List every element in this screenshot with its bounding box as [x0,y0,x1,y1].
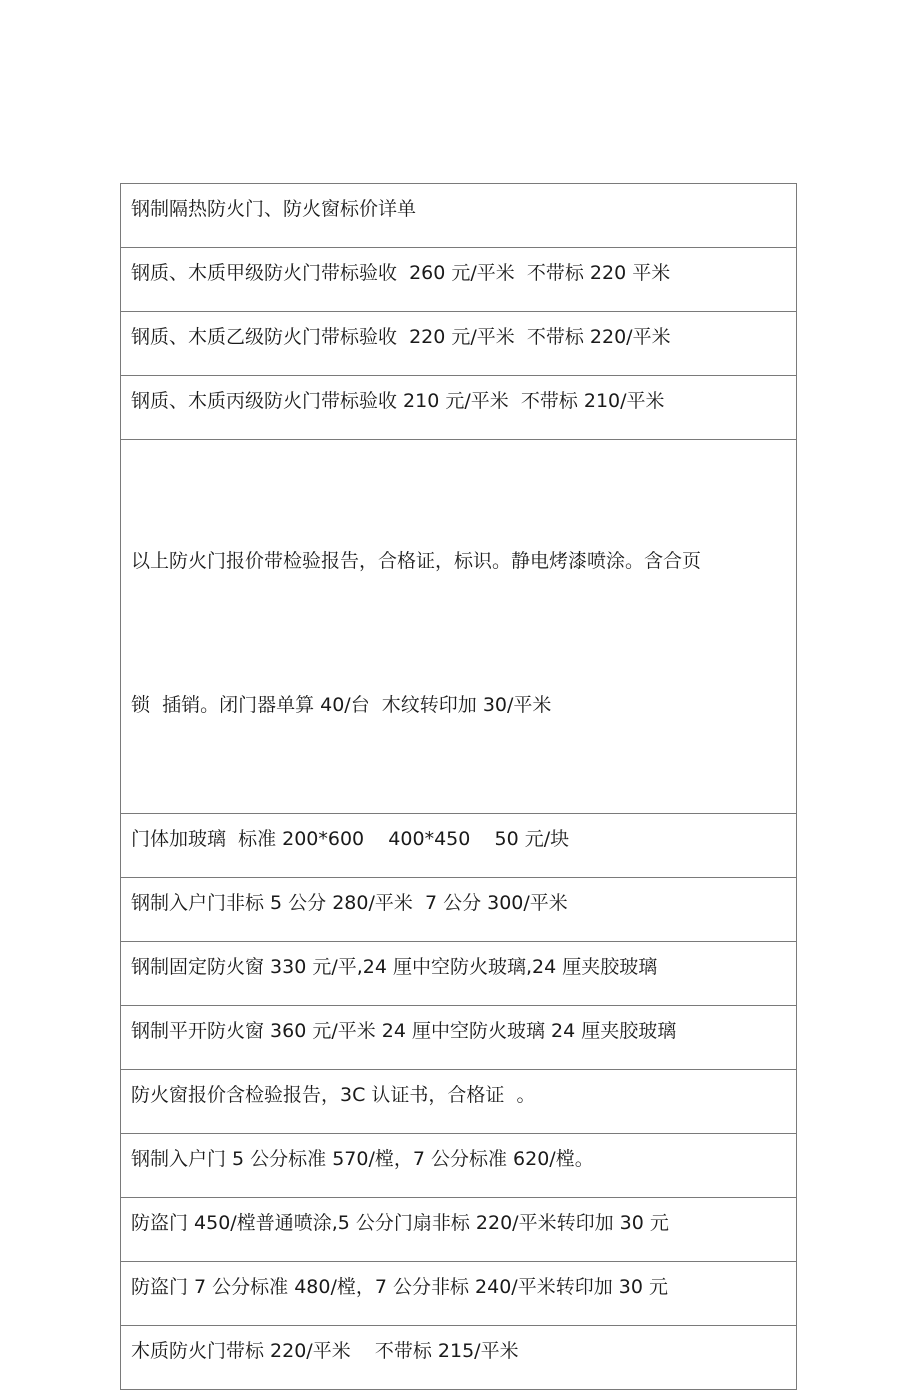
table-cell: 钢制入户门非标 5 公分 280/平米 7 公分 300/平米 [121,878,797,942]
table-cell: 钢制平开防火窗 360 元/平米 24 厘中空防火玻璃 24 厘夹胶玻璃 [121,1006,797,1070]
table-cell: 门体加玻璃 标准 200*600 400*450 50 元/块 [121,814,797,878]
table-cell: 防火窗报价含检验报告，3C 认证书，合格证 。 [121,1070,797,1134]
table-row [121,312,797,376]
table-row [121,1262,797,1326]
table-row [121,248,797,312]
price-list-body [121,184,797,1390]
table-cell: 钢质、木质丙级防火门带标验收 210 元/平米 不带标 210/平米 [121,376,797,440]
table-row [121,1070,797,1134]
table-row [121,184,797,248]
table-cell: 钢质、木质乙级防火门带标验收 220 元/平米 不带标 220/平米 [121,312,797,376]
table-row [121,942,797,1006]
table-cell: 防盗门 7 公分标准 480/樘，7 公分非标 240/平米转印加 30 元 [121,1262,797,1326]
table-row [121,1134,797,1198]
table-row [121,376,797,440]
table-row [121,1326,797,1390]
table-cell: 防盗门 450/樘普通喷涂,5 公分门扇非标 220/平米转印加 30 元 [121,1198,797,1262]
price-list-table [120,183,797,1390]
table-cell: 钢质、木质甲级防火门带标验收 260 元/平米 不带标 220 平米 [121,248,797,312]
table-row [121,814,797,878]
table-row [121,878,797,942]
table-cell [121,440,797,814]
table-row [121,440,797,814]
table-cell-line: 锁 插销。闭门器单算 40/台 木纹转印加 30/平米 [131,694,552,716]
table-cell-line: 以上防火门报价带检验报告，合格证，标识。静电烤漆喷涂。含合页 [131,550,702,572]
table-cell: 木质防火门带标 220/平米 不带标 215/平米 [121,1326,797,1390]
table-cell: 钢制固定防火窗 330 元/平,24 厘中空防火玻璃,24 厘夹胶玻璃 [121,942,797,1006]
table-cell: 钢制入户门 5 公分标准 570/樘，7 公分标准 620/樘。 [121,1134,797,1198]
table-row [121,1198,797,1262]
table-row [121,1006,797,1070]
table-title-cell: 钢制隔热防火门、防火窗标价详单 [121,184,797,248]
